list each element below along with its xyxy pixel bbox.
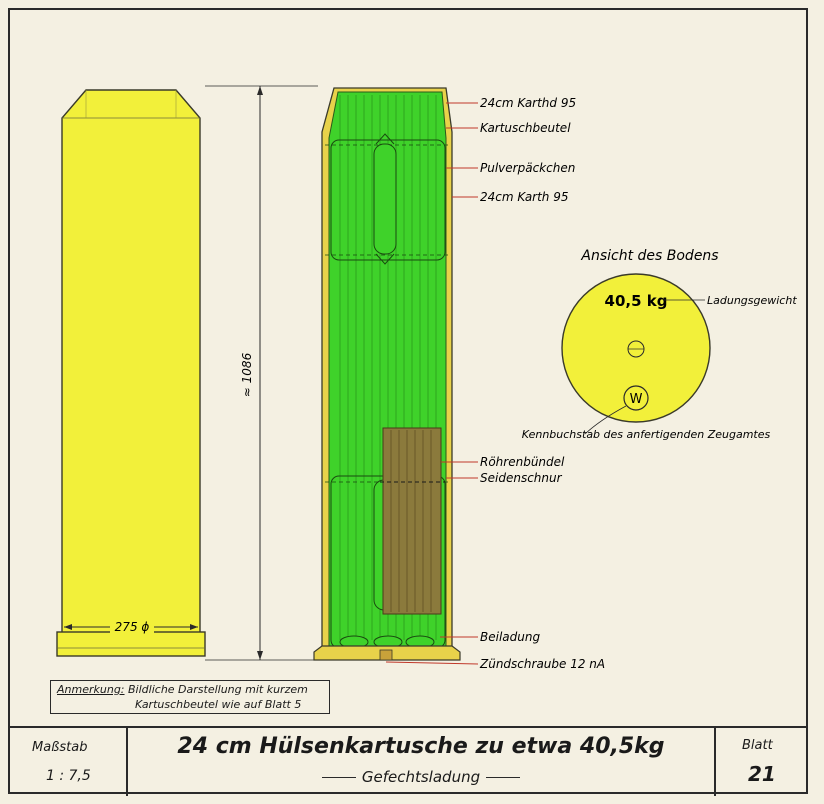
label-pulverpaeckchen: Pulverpäckchen: [480, 161, 576, 175]
drawing-subtitle-row: [128, 768, 714, 786]
scale-cell: [10, 728, 128, 796]
tube-bundle: [383, 428, 441, 614]
base-weight: 40,5 kg: [604, 292, 668, 310]
annotation-note: [50, 680, 330, 714]
subtitle-dash-left: [322, 777, 356, 778]
sheet-label: Blatt: [742, 738, 773, 753]
label-zuendschraube: Zündschraube 12 nA: [480, 657, 606, 671]
base-letter: W: [629, 392, 643, 407]
title-cell: [128, 728, 716, 796]
height-label: ≈ 1086: [240, 352, 254, 398]
note-prefix: Anmerkung:: [57, 683, 125, 696]
label-karth: 24cm Karth 95: [480, 190, 569, 204]
height-dimension: [205, 86, 318, 660]
base-view: [522, 248, 798, 441]
title-block: [10, 726, 806, 796]
sheet-cell: [716, 728, 806, 796]
label-kartuschbeutel: Kartuschbeutel: [480, 121, 571, 135]
case-section: [314, 88, 460, 660]
case-exterior: [57, 90, 205, 656]
scale-value: 1 : 7,5: [46, 768, 91, 784]
label-beiladung: Beiladung: [480, 630, 541, 644]
label-seidenschnur: Seidenschnur: [480, 471, 562, 485]
base-letter-label: Kennbuchstab des anfertigenden Zeugamtes: [521, 428, 771, 441]
base-weight-label: Ladungsgewicht: [707, 294, 797, 307]
subtitle-dash-right: [486, 777, 520, 778]
scale-label: Maßstab: [32, 740, 88, 755]
label-roehrenbuendel: Röhrenbündel: [480, 455, 565, 469]
sheet-value: 21: [748, 762, 776, 786]
base-view-title: Ansicht des Bodens: [581, 248, 719, 264]
label-karthd: 24cm Karthd 95: [480, 96, 577, 110]
drawing-title: 24 cm Hülsenkartusche zu etwa 40,5kg: [177, 734, 665, 759]
note-line1: Bildliche Darstellung mit kurzem: [128, 683, 308, 696]
note-line2: Kartuschbeutel wie auf Blatt 5: [135, 698, 302, 711]
diameter-label: 275 ϕ: [114, 620, 150, 634]
drawing-subtitle: Gefechtsladung: [361, 768, 481, 786]
